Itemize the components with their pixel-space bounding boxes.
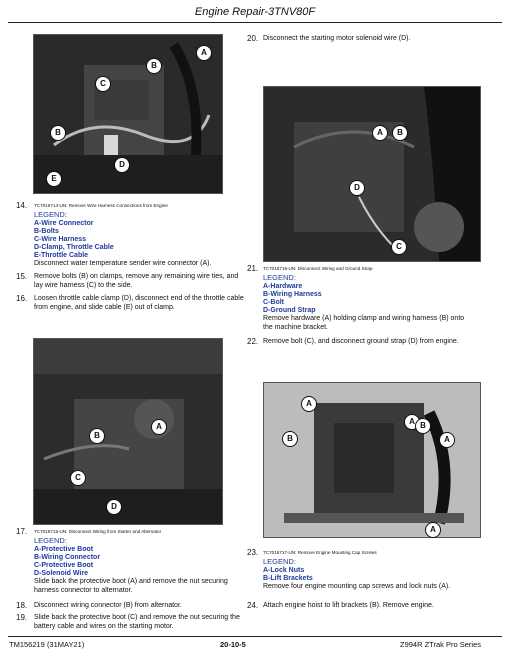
step-14-text: Disconnect water temperature sender wire connector (A). [34, 260, 212, 267]
step-21-text: Remove hardware (A) holding clamp and wiring harness (B) onto the machine bracket. [263, 315, 465, 331]
legend-item: B-Bolts [34, 228, 59, 235]
step-15-text: Remove bolts (B) on clamps, remove any remaining wire ties, and lay wire harness (C) to the side. [34, 273, 239, 289]
callout-e: E [46, 171, 62, 187]
legend-item: A-Hardware [263, 283, 303, 290]
callout-b: B [392, 125, 408, 141]
step-19-number: 19. [16, 613, 28, 622]
callout-b: B [415, 418, 431, 434]
figure-caption-17: TC7016715-UN: Disconnect Wiring from Starter and Alternator [34, 529, 162, 534]
footer-doc-id: TM156219 (31MAY21) [9, 640, 85, 649]
step-20-text: Disconnect the starting motor solenoid wire (D). [263, 35, 411, 42]
step-14-number: 14. [16, 201, 28, 210]
callout-a: A [301, 396, 317, 412]
callout-c: C [391, 239, 407, 255]
callout-a: A [404, 414, 420, 430]
legend-title-17: LEGEND: [34, 536, 67, 545]
figure-caption-23: TC7016717-UN: Remove Engine Mounting Cap Screws [263, 550, 377, 555]
callout-c: C [95, 76, 111, 92]
callout-b: B [89, 428, 105, 444]
legend-item: D-Solenoid Wire [34, 570, 88, 577]
legend-item: C-Bolt [263, 299, 284, 306]
footer-rule [8, 636, 502, 637]
legend-item: B-Wiring Connector [34, 554, 101, 561]
figure-caption-14: TC7016714-UN: Remove Wire Harness Connections from Engine [34, 203, 168, 208]
engine-photo-ground-strap [263, 86, 481, 262]
legend-item: B-Lift Brackets [263, 575, 313, 582]
step-22-number: 22. [247, 337, 259, 346]
page-title: Engine Repair-3TNV80F [194, 6, 316, 18]
step-17-text: Slide back the protective boot (A) and remove the nut securing harness connector to alternator. [34, 578, 228, 594]
legend-item: A-Lock Nuts [263, 567, 305, 574]
callout-d: D [114, 157, 130, 173]
step-18-text: Disconnect wiring connector (B) from alternator. [34, 602, 182, 609]
step-15-number: 15. [16, 272, 28, 281]
step-22-text: Remove bolt (C), and disconnect ground strap (D) from engine. [263, 338, 459, 345]
legend-item: C-Protective Boot [34, 562, 94, 569]
step-24-number: 24. [247, 601, 259, 610]
callout-d: D [349, 180, 365, 196]
legend-item: B-Wiring Harness [263, 291, 322, 298]
step-21-number: 21. [247, 264, 259, 273]
legend-title-21: LEGEND: [263, 273, 296, 282]
step-18-number: 18. [16, 601, 28, 610]
callout-b: B [50, 125, 66, 141]
callout-b: B [282, 431, 298, 447]
footer-page-number: 20-10-5 [220, 640, 246, 649]
callout-b: B [146, 58, 162, 74]
step-19-text: Slide back the protective boot (C) and remove the nut securing the battery cable and wires on the starting motor. [34, 614, 240, 630]
callout-a: A [372, 125, 388, 141]
step-16-number: 16. [16, 294, 28, 303]
header-rule [8, 22, 502, 23]
footer-model: Z994R ZTrak Pro Series [400, 640, 481, 649]
legend-item: D-Clamp, Throttle Cable [34, 244, 114, 251]
step-23-text: Remove four engine mounting cap screws and lock nuts (A). [263, 583, 451, 590]
legend-item: A-Wire Connector [34, 220, 94, 227]
step-23-number: 23. [247, 548, 259, 557]
callout-a: A [151, 419, 167, 435]
step-17-number: 17. [16, 527, 28, 536]
step-24-text: Attach engine hoist to lift brackets (B). Remove engine. [263, 602, 434, 609]
legend-item: C-Wire Harness [34, 236, 87, 243]
callout-a: A [196, 45, 212, 61]
step-16-text: Loosen throttle cable clamp (D), disconnect end of the throttle cable from engine, and slide cable (E) out of clamp. [34, 295, 244, 311]
callout-c: C [70, 470, 86, 486]
step-20-number: 20. [247, 34, 259, 43]
legend-title-14: LEGEND: [34, 210, 67, 219]
callout-a: A [439, 432, 455, 448]
figure-caption-21: TC7016716-UN: Disconnect Wiring and Ground Strap [263, 266, 373, 271]
engine-photo-mounting-screws [263, 382, 481, 538]
legend-item: A-Protective Boot [34, 546, 94, 553]
legend-title-23: LEGEND: [263, 557, 296, 566]
engine-photo-starter-alternator [33, 338, 223, 525]
legend-item: D-Ground Strap [263, 307, 316, 314]
callout-a: A [425, 522, 441, 538]
legend-item: E-Throttle Cable [34, 252, 89, 259]
callout-d: D [106, 499, 122, 515]
